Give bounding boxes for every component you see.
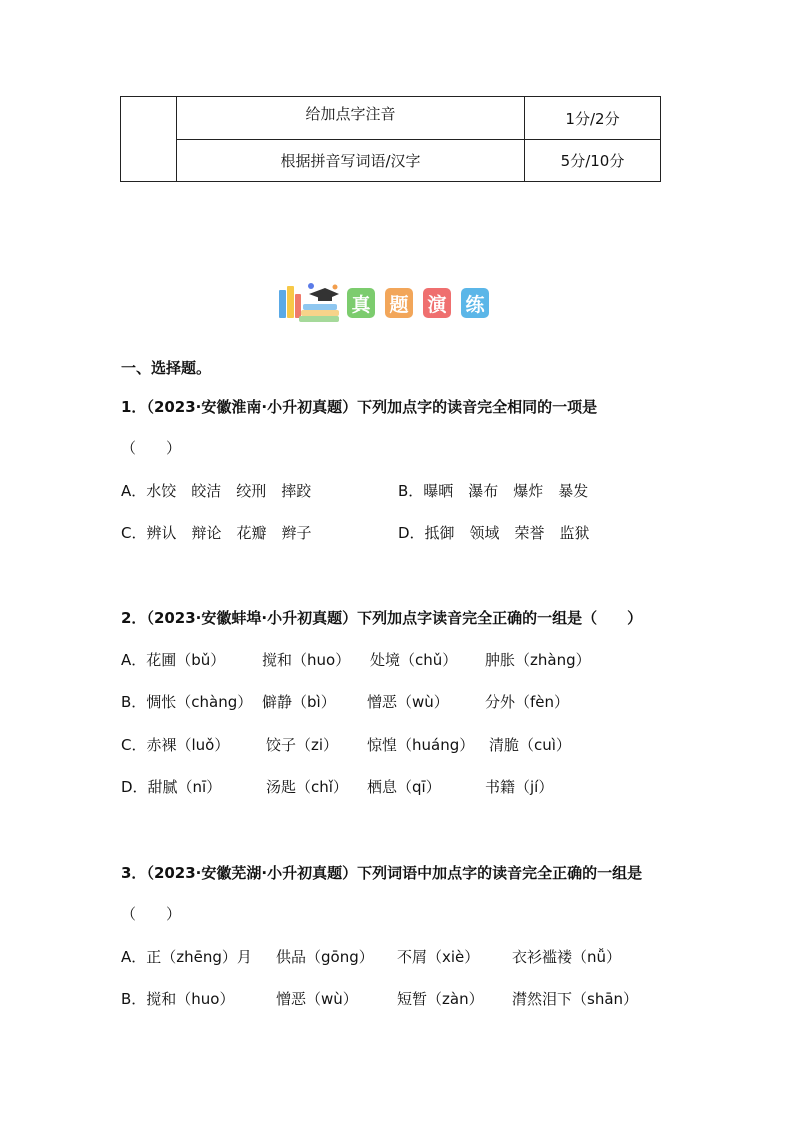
table-cell-score: 1分/2分 (524, 96, 661, 140)
option-d-item: 书籍（jí） (485, 778, 554, 796)
question-1-stem (121, 396, 597, 417)
banner-tile (461, 288, 489, 318)
option-b-item: 憎恶（wù） (367, 693, 449, 711)
question-text: 下列词语中加点字的读音完全正确的一组是 (357, 864, 643, 882)
option-c-item: C．赤裸（luǒ） (121, 736, 230, 754)
question-number: 3． (121, 864, 147, 882)
question-text: 下列加点字读音完全正确的一组是（ ） (357, 609, 643, 627)
question-number: 1． (121, 398, 147, 416)
option-a-item: 衣衫褴褛（nǚ） (512, 948, 622, 966)
table-cell-score: 5分/10分 (524, 139, 661, 182)
section-banner (273, 282, 503, 326)
banner-char: 真 (351, 293, 371, 316)
question-source: （2023·安徽蚌埠·小升初真题） (146, 609, 358, 627)
question-3-stem (121, 862, 642, 883)
option-a-item: A．花圃（bǔ） (121, 651, 226, 669)
option-b-item: B．惆怅（chàng） (121, 693, 253, 711)
option-a-item: 供品（gōng） (276, 948, 374, 966)
banner-char: 题 (389, 293, 409, 316)
question-text: 下列加点字的读音完全相同的一项是 (357, 398, 598, 416)
option-b-item: 潸然泪下（shān） (512, 990, 639, 1008)
option-c: C．辨认 辩论 花瓣 辫子 (121, 524, 312, 542)
table-item-text: 给加点字注音 (305, 104, 396, 123)
option-b: B．曝晒 瀑布 爆炸 暴发 (398, 482, 589, 500)
option-c-item: 饺子（zi） (266, 736, 339, 754)
option-d: D．抵御 领域 荣誉 监狱 (398, 524, 590, 542)
question-number: 2． (121, 609, 147, 627)
banner-char: 练 (465, 293, 485, 316)
option-b-item: 僻静（bì） (262, 693, 336, 711)
banner-char: 演 (427, 293, 447, 316)
question-source: （2023·安徽芜湖·小升初真题） (146, 864, 358, 882)
option-a-item: 搅和（huo） (262, 651, 351, 669)
section-title: 一、选择题。 (121, 359, 212, 377)
option-c-item: 惊惶（huáng） (367, 736, 475, 754)
books-icon (273, 282, 343, 326)
option-a-item: A．正（zhēng）月 (121, 948, 252, 966)
option-b-item: 分外（fèn） (485, 693, 570, 711)
option-a-item: 处境（chǔ） (370, 651, 458, 669)
option-b-item: 短暂（zàn） (397, 990, 484, 1008)
banner-tile (423, 288, 451, 318)
table-cell-item: 根据拼音写词语/汉字 (176, 139, 525, 182)
option-a-item: 不屑（xiè） (397, 948, 480, 966)
table-cell-item (176, 96, 525, 140)
option-c-item: 清脆（cuì） (489, 736, 571, 754)
option-b-item: B．搅和（huo） (121, 990, 235, 1008)
banner-tile (347, 288, 375, 318)
table-category-cell (120, 96, 177, 182)
option-a-item: 肿胀（zhàng） (485, 651, 591, 669)
option-b-item: 憎恶（wù） (276, 990, 358, 1008)
answer-blank: （ ） (121, 905, 182, 923)
question-source: （2023·安徽淮南·小升初真题） (146, 398, 358, 416)
question-2-stem (121, 607, 642, 628)
banner-tile (385, 288, 413, 318)
scoring-table (120, 96, 661, 182)
option-d-item: 汤匙（chǐ） (266, 778, 348, 796)
answer-blank: （ ） (121, 439, 182, 457)
option-d-item: 栖息（qī） (367, 778, 441, 796)
option-a: A．水饺 皎洁 绞刑 摔跤 (121, 482, 312, 500)
option-d-item: D．甜腻（nī） (121, 778, 222, 796)
